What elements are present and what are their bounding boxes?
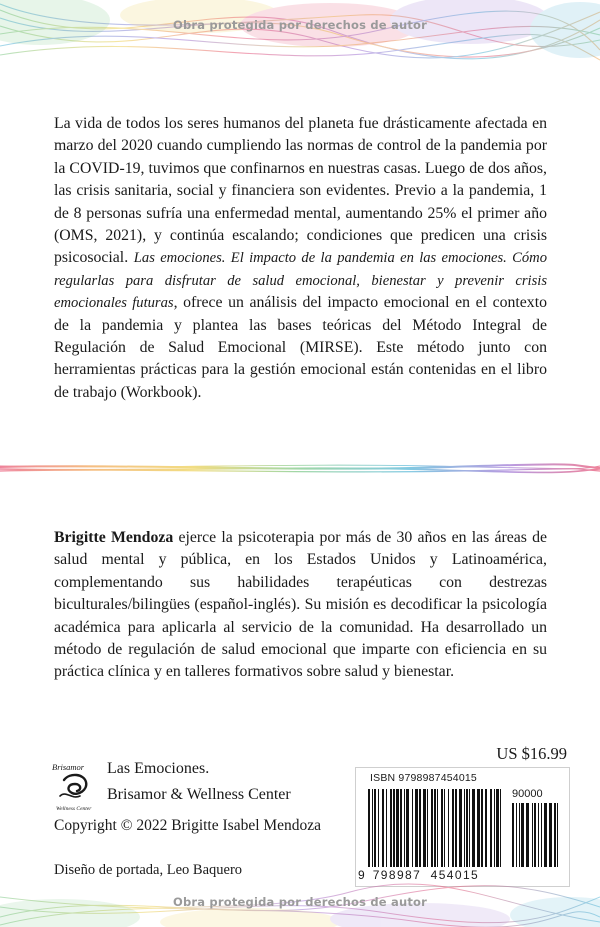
barcode-digits <box>356 868 506 882</box>
barcode-bar <box>404 789 405 867</box>
synopsis-text-end: , ofrece un análisis del impacto emocional en el contexto de la pandemia y plantea las bases teóricas del Método Integral de Regulación de Salud Emocional (MIRSE). Este método junto con herramientas prácticas para la gestión emocional están contenidas en el libro de trabajo (Workbook). <box>54 294 547 401</box>
barcode-bar <box>521 803 524 867</box>
barcode-bar <box>431 789 433 867</box>
barcode-bar <box>466 789 468 867</box>
barcode-bar <box>386 789 387 867</box>
barcode-bar <box>494 789 495 867</box>
barcode-left-group: 798987 <box>372 868 422 882</box>
barcode-bar <box>534 803 536 867</box>
barcode-bar <box>477 789 480 867</box>
barcode-bar <box>374 789 376 867</box>
barcode-bar <box>519 803 520 867</box>
barcode-bar <box>452 789 454 867</box>
barcode-bar <box>448 789 449 867</box>
barcode-bar <box>437 789 438 867</box>
synopsis-paragraph <box>54 113 547 404</box>
publisher-book-title: Las Emociones. <box>107 760 210 777</box>
barcode-first-digit: 9 <box>357 868 367 882</box>
barcode-bar <box>419 789 421 867</box>
rainbow-divider <box>0 458 600 480</box>
barcode-bar <box>500 789 501 867</box>
barcode-bar <box>434 789 436 867</box>
price-label: US $16.99 <box>496 744 567 763</box>
barcode-bar <box>427 789 428 867</box>
barcode-bar <box>516 803 517 867</box>
copyright-notice: Copyright © 2022 Brigitte Isabel Mendoza <box>54 817 322 834</box>
barcode-addon-number: 90000 <box>512 788 543 800</box>
publisher-name: Brisamor & Wellness Center <box>107 786 291 803</box>
barcode-bar <box>455 789 457 867</box>
barcode-bar <box>554 803 556 867</box>
barcode-bar <box>412 789 413 867</box>
barcode-bar <box>406 789 409 867</box>
synopsis-book-title: Las emociones. El impacto de la pandemia en las emociones. Cómo regularlas para disfrutar de salud emocional, bienestar y prevenir crisis emocionales futuras <box>54 250 548 312</box>
barcode-bar <box>538 803 539 867</box>
barcode-bar <box>382 789 384 867</box>
barcode-bar <box>472 789 475 867</box>
barcode-bar <box>368 789 370 867</box>
barcode-bar <box>512 803 514 867</box>
barcode-bar <box>393 789 395 867</box>
isbn-barcode <box>355 767 570 887</box>
author-bio-paragraph <box>54 527 547 684</box>
barcode-bar <box>378 789 379 867</box>
barcode-right-group: 454015 <box>430 868 480 882</box>
barcode-bar <box>541 803 542 867</box>
barcode-bar <box>469 789 470 867</box>
barcode-bar <box>372 789 373 867</box>
barcode-bar <box>496 789 499 867</box>
barcode-bar <box>485 789 487 867</box>
logo-text-top: Brisamor <box>52 762 85 772</box>
barcode-bar <box>423 789 426 867</box>
barcode-bar <box>415 789 418 867</box>
barcode-bar <box>459 789 462 867</box>
barcode-bar <box>532 803 533 867</box>
barcode-bar <box>557 803 558 867</box>
isbn-label: ISBN 9798987454015 <box>370 772 477 784</box>
barcode-bar <box>400 789 402 867</box>
copyright-watermark-top: Obra protegida por derechos de autor <box>172 18 428 32</box>
barcode-bar <box>441 789 443 867</box>
barcode-bar <box>444 789 445 867</box>
publisher-logo <box>50 760 102 812</box>
author-bio-text: ejerce la psicoterapia por más de 30 años en las áreas de salud mental y pública, en los Estados Unidos y Latinoamérica, complementando sus habilidades terapéuticas con destrezas biculturales/bilingües (español-inglés). Su misión es decodificar la psicología académica para aplicarla al servicio de la comunidad. Ha desarrollado un método de regulación de salud emocional que imparte con eficiencia en su práctica clínica y en talleres formativos sobre salud y bienestar. <box>54 529 547 681</box>
barcode-bar <box>549 803 552 867</box>
barcode-bar <box>390 789 392 867</box>
author-name: Brigitte Mendoza <box>54 529 174 546</box>
copyright-watermark-bottom: Obra protegida por derechos de autor <box>172 895 428 909</box>
barcode-bar <box>396 789 399 867</box>
synopsis-text-start: La vida de todos los seres humanos del planeta fue drásticamente afectada en marzo del 2020 cuando cumpliendo las normas de control de la pandemia por la COVID-19, tuvimos que confinarnos en nuestras casas. Luego de dos años, las crisis sanitaria, social y financiera son evidentes. Previo a la pandemia, 1 de 8 personas sufría una enfermedad mental, aumentando 25% el primer año (OMS, 2021), y continúa escalando; condiciones que predicen una crisis psicosocial. <box>54 115 547 267</box>
barcode-bar <box>490 789 492 867</box>
barcode-bar <box>544 803 547 867</box>
barcode-bar <box>464 789 465 867</box>
cover-design-credit: Diseño de portada, Leo Baquero <box>54 862 243 878</box>
barcode-bar <box>481 789 483 867</box>
logo-text-bottom: Wellness Center <box>56 806 92 812</box>
barcode-bar <box>526 803 529 867</box>
rainbow-swirl-top <box>0 0 600 75</box>
